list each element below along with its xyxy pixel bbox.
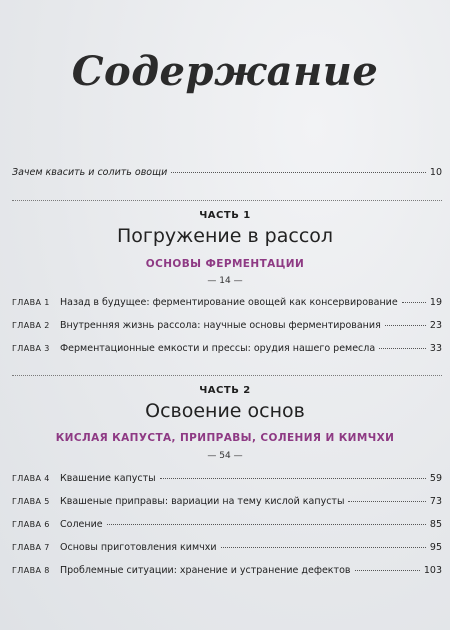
chapter-page: 95 [429,542,442,553]
toc-entry-chapter-8[interactable] [12,565,442,581]
chapter-label: ГЛАВА 8 [12,566,50,575]
toc-entry-chapter-3[interactable] [12,343,442,359]
toc-entry-title: Зачем квасить и солить овощи [12,167,168,178]
toc-entry-chapter-6[interactable] [12,519,442,535]
dot-leader [348,500,425,502]
chapter-label: ГЛАВА 7 [12,543,50,552]
chapter-title: Основы приготовления кимчхи [60,542,217,553]
separator [12,200,442,201]
toc-entry-chapter-4[interactable] [12,473,442,489]
chapter-label: ГЛАВА 4 [12,474,50,483]
dot-leader [379,347,426,349]
dot-leader [160,477,426,479]
dot-leader [171,171,426,173]
chapter-page: 19 [429,297,442,308]
chapter-title: Квашеные приправы: вариации на тему кислой капусты [60,496,345,507]
chapter-title: Ферментационные емкости и прессы: орудия нашего ремесла [60,343,376,354]
chapter-page: 33 [429,343,442,354]
toc-entry-intro[interactable] [12,167,442,183]
chapter-label: ГЛАВА 3 [12,344,50,353]
part-page: — 54 — [207,451,243,461]
chapter-title: Проблемные ситуации: хранение и устранение дефектов [60,565,351,576]
toc-entry-chapter-5[interactable] [12,496,442,512]
chapter-label: ГЛАВА 1 [12,298,50,307]
toc-entry-chapter-7[interactable] [12,542,442,558]
chapter-page: 59 [429,473,442,484]
chapter-title: Внутренняя жизнь рассола: научные основы ферментирования [60,320,381,331]
part-subtitle: ОСНОВЫ ФЕРМЕНТАЦИИ [145,258,305,270]
dot-leader [385,324,426,326]
chapter-page: 23 [429,320,442,331]
dot-leader [355,569,420,571]
chapter-page: 73 [429,496,442,507]
dot-leader [107,523,426,525]
part-page: — 14 — [207,276,243,286]
page-title: Содержание [71,48,379,95]
chapter-title: Соление [60,519,103,530]
separator [12,375,442,376]
chapter-page: 103 [423,565,442,576]
chapter-title: Назад в будущее: ферментирование овощей как консервирование [60,297,398,308]
chapter-title: Квашение капусты [60,473,156,484]
dot-leader [221,546,426,548]
chapter-label: ГЛАВА 5 [12,497,50,506]
toc-entry-chapter-2[interactable] [12,320,442,336]
part-title: Погружение в рассол [116,225,334,247]
part-subtitle: КИСЛАЯ КАПУСТА, ПРИПРАВЫ, СОЛЕНИЯ И КИМЧХИ [55,432,395,444]
part-title: Освоение основ [145,400,305,422]
part-label: ЧАСТЬ 2 [199,385,251,396]
toc-entry-chapter-1[interactable] [12,297,442,313]
chapter-label: ГЛАВА 2 [12,321,50,330]
toc-entry-page: 10 [429,167,442,178]
chapter-page: 85 [429,519,442,530]
dot-leader [402,301,426,303]
part-label: ЧАСТЬ 1 [199,210,251,221]
chapter-label: ГЛАВА 6 [12,520,50,529]
